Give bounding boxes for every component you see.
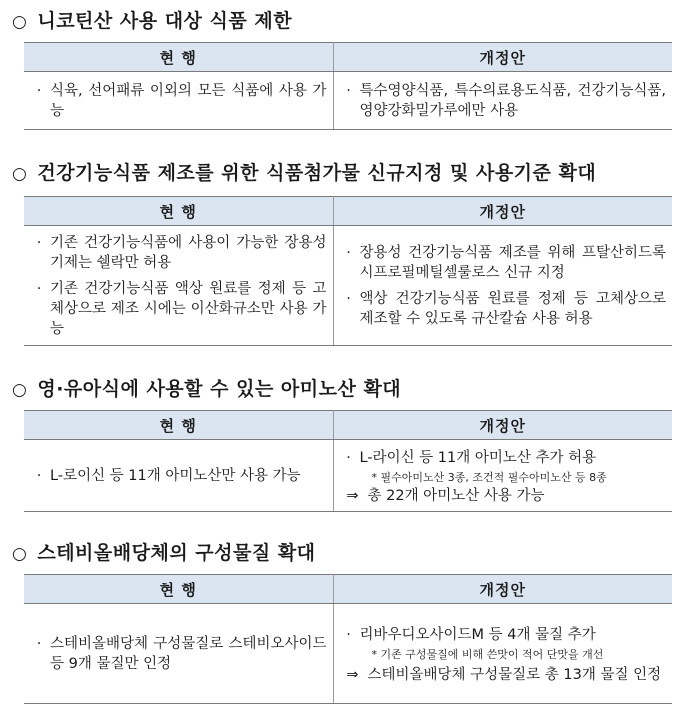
header-current: 현 행 (24, 575, 333, 604)
current-cell (24, 440, 333, 512)
header-revised: 개정안 (333, 43, 672, 72)
current-cell (24, 604, 333, 704)
header-revised: 개정안 (333, 575, 672, 604)
comparison-table-2 (24, 196, 672, 346)
header-revised: 개정안 (333, 411, 672, 440)
section-title-2: ○ 건강기능식품 제조를 위한 식품첨가물 신규지정 및 사용기준 확대 (12, 162, 597, 184)
footnote: * 필수아미노산 3종, 조건적 필수아미노산 등 8종 (371, 470, 607, 484)
list-item: · L-라이신 등 11개 아미노산 추가 허용 (346, 449, 597, 466)
comparison-table-4 (24, 574, 672, 704)
list-item: · 스테비올배당체 구성물질로 스테비오사이드 등 9개 물질만 인정 (36, 635, 327, 672)
result-line: ⇒ 총 22개 아미노산 사용 가능 (338, 486, 667, 506)
circle-bullet-icon: ○ (12, 544, 28, 564)
list-item: · 식육, 선어패류 이외의 모든 식품에 사용 가능 (36, 82, 327, 119)
implies-arrow-icon: ⇒ (346, 666, 359, 683)
circle-bullet-icon: ○ (12, 164, 28, 184)
list-item: · 기존 건강기능식품에 사용이 가능한 장용성기제는 쉘락만 허용 (36, 234, 327, 271)
current-cell (24, 226, 333, 346)
circle-bullet-icon: ○ (12, 12, 28, 32)
comparison-table-3 (24, 410, 672, 512)
section-title-1: ○ 니코틴산 사용 대상 식품 제한 (12, 10, 293, 32)
list-item: · L-로이신 등 11개 아미노산만 사용 가능 (36, 467, 301, 484)
footnote: * 기존 구성물질에 비해 쓴맛이 적어 단맛을 개선 (371, 647, 604, 661)
comparison-table-1 (24, 42, 672, 130)
revised-cell (333, 72, 672, 130)
list-item: · 장용성 건강기능식품 제조를 위해 프탈산히드록시프로필메틸셀룰로스 신규 지정 (346, 244, 666, 281)
header-current: 현 행 (24, 411, 333, 440)
revised-cell (333, 440, 672, 512)
revised-cell (333, 226, 672, 346)
header-revised: 개정안 (333, 197, 672, 226)
section-title-4: ○ 스테비올배당체의 구성물질 확대 (12, 542, 316, 564)
header-current: 현 행 (24, 43, 333, 72)
list-item: · 리바우디오사이드M 등 4개 물질 추가 (346, 626, 596, 643)
list-item: · 기존 건강기능식품 액상 원료를 정제 등 고체상으로 제조 시에는 이산화규소만 사용 가능 (36, 280, 327, 337)
revised-cell (333, 604, 672, 704)
header-current: 현 행 (24, 197, 333, 226)
implies-arrow-icon: ⇒ (346, 487, 359, 504)
section-title-3: ○ 영·유아식에 사용할 수 있는 아미노산 확대 (12, 378, 402, 400)
current-cell (24, 72, 333, 130)
list-item: · 특수영양식품, 특수의료용도식품, 건강기능식품, 영양강화밀가루에만 사용 (346, 82, 666, 119)
list-item: · 액상 건강기능식품 원료를 정제 등 고체상으로 제조할 수 있도록 규산칼슘 사용 허용 (346, 290, 666, 327)
result-line: ⇒ 스테비올배당체 구성물질로 총 13개 물질 인정 (338, 665, 667, 685)
circle-bullet-icon: ○ (12, 380, 28, 400)
